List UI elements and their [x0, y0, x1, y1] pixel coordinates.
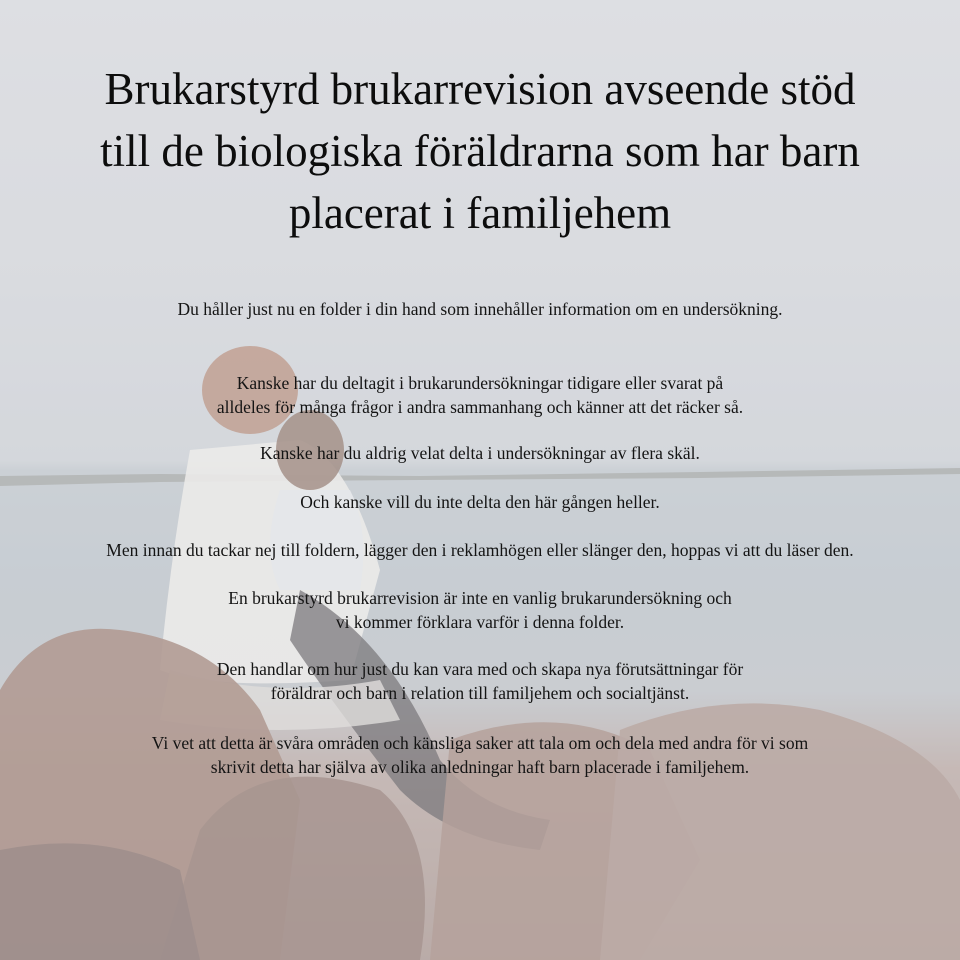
paragraph-not-this-time: Och kanske vill du inte delta den här gången heller.	[300, 492, 660, 512]
paragraph-intro: Du håller just nu en folder i din hand som innehåller information om en undersökning.	[177, 299, 783, 319]
paragraph-line: alldeles för många frågor i andra sammanhang och känner att det räcker så.	[216, 397, 744, 417]
paragraph-we-know	[20, 731, 940, 779]
paragraph-line: vi kommer förklara varför i denna folder.	[335, 612, 625, 632]
paragraph-never-participated: Kanske har du aldrig velat delta i undersökningar av flera skäl.	[260, 443, 700, 463]
paragraph-line: En brukarstyrd brukarrevision är inte en vanlig brukarundersökning och	[228, 588, 732, 608]
paragraph-please-read: Men innan du tackar nej till foldern, lägger den i reklamhögen eller slänger den, hoppas vi att du läser den.	[106, 540, 854, 560]
paragraph-line: skrivit detta har själva av olika anledningar haft barn placerade i familjehem.	[210, 757, 750, 777]
title-line-3: placerat i familjehem	[288, 188, 672, 238]
paragraph-not-ordinary-survey	[20, 586, 940, 634]
paragraph-line: Kanske har du deltagit i brukarundersökningar tidigare eller svarat på	[236, 373, 724, 393]
paragraph-new-conditions	[20, 657, 940, 705]
paragraph-line: Den handlar om hur just du kan vara med och skapa nya förutsättningar för	[216, 659, 744, 679]
paragraph-line: Vi vet att detta är svåra områden och känsliga saker att tala om och dela med andra för vi som	[151, 733, 809, 753]
page-title	[20, 58, 940, 244]
paragraph-line: föräldrar och barn i relation till familjehem och socialtjänst.	[270, 683, 690, 703]
title-line-2: till de biologiska föräldrarna som har barn	[100, 126, 860, 176]
paragraph-previous-surveys	[20, 371, 940, 419]
title-line-1: Brukarstyrd brukarrevision avseende stöd	[104, 64, 856, 114]
